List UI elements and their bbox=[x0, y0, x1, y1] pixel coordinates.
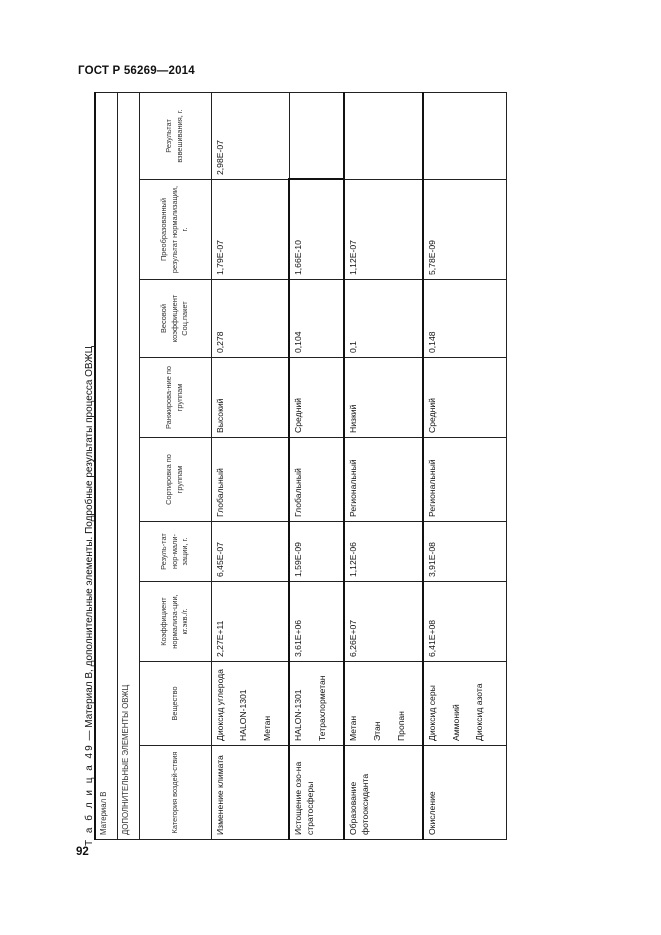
row-sort: Глобальный bbox=[289, 438, 344, 522]
col-sort: Сортировка по группам bbox=[139, 438, 211, 522]
row-weight: 0,1 bbox=[344, 280, 423, 358]
material-row bbox=[95, 92, 117, 839]
row-sort: Региональный bbox=[423, 438, 506, 522]
caption-dash: — bbox=[84, 727, 95, 744]
row-category: Истощение озо-на стратосферы bbox=[289, 746, 344, 840]
caption-text: Материал В, дополнительные элементы. Подробные результаты процесса ОВЖЦ bbox=[84, 345, 95, 728]
col-rank: Ранжирова-ние по группам bbox=[139, 358, 211, 438]
col-substance: Вещество bbox=[139, 662, 211, 746]
substance-item: Метан bbox=[348, 715, 359, 741]
row-norm-coeff: 2,27E+11 bbox=[211, 582, 289, 662]
row-transformed: 5,78E-09 bbox=[423, 180, 506, 280]
row-category: Образование фотооксиданта bbox=[344, 746, 423, 840]
substance-item: Метан bbox=[261, 715, 272, 741]
header-row bbox=[139, 92, 211, 839]
row-norm-coeff: 3,61E+06 bbox=[289, 582, 344, 662]
col-weighted: Результат взвешивания, г. bbox=[139, 92, 211, 179]
substance-item: HALON-1301 bbox=[293, 689, 304, 741]
row-norm-result: 6,45E-07 bbox=[211, 522, 289, 582]
row-transformed: 1,12E-07 bbox=[344, 180, 423, 280]
row-norm-result: 3,91E-08 bbox=[423, 522, 506, 582]
row-category: Изменение климата bbox=[211, 746, 289, 840]
row-transformed: 1,66E-10 bbox=[289, 180, 344, 280]
row-rank: Низкий bbox=[344, 358, 423, 438]
col-norm-coeff: Коэффициент нормализа-ции, кг.экв./г. bbox=[139, 582, 211, 662]
row-transformed: 1,79E-07 bbox=[211, 180, 289, 280]
row-rank: Средний bbox=[423, 358, 506, 438]
table-row bbox=[423, 92, 506, 839]
row-sort: Региональный bbox=[344, 438, 423, 522]
row-rank: Средний bbox=[289, 358, 344, 438]
row-norm-coeff: 6,41E+08 bbox=[423, 582, 506, 662]
substance-item: Пропан bbox=[395, 711, 406, 741]
col-category: Категория воздей-ствия bbox=[139, 746, 211, 840]
rotated-table-container bbox=[94, 93, 507, 840]
col-norm-result: Резуль-тат нор-мали-зации, г. bbox=[139, 522, 211, 582]
row-weight: 0,104 bbox=[289, 280, 344, 358]
row-norm-coeff: 6,26E+07 bbox=[344, 582, 423, 662]
row-weight: 0,278 bbox=[211, 280, 289, 358]
substance-item: Аммоний bbox=[450, 704, 461, 741]
table-row bbox=[211, 92, 289, 839]
substance-item: Диоксид серы bbox=[427, 685, 438, 741]
results-table bbox=[94, 92, 507, 840]
substance-item: Диоксид углерода bbox=[214, 669, 225, 741]
row-weighted bbox=[423, 92, 506, 179]
table-row bbox=[289, 92, 344, 839]
standard-header: ГОСТ Р 56269—2014 bbox=[78, 65, 195, 77]
col-weight: Весовой коэффициент Соц.пакет bbox=[139, 280, 211, 358]
row-category: Окисление bbox=[423, 746, 506, 840]
row-norm-result: 1,59E-09 bbox=[289, 522, 344, 582]
row-substances bbox=[211, 662, 289, 746]
row-substances bbox=[289, 662, 344, 746]
row-weight: 0,148 bbox=[423, 280, 506, 358]
substance-item: Тетрахлорметан bbox=[316, 675, 327, 741]
row-weighted bbox=[344, 92, 423, 179]
row-weighted bbox=[289, 92, 344, 179]
row-substances bbox=[344, 662, 423, 746]
substance-item: Этан bbox=[372, 721, 383, 741]
row-rank: Высокий bbox=[211, 358, 289, 438]
material-label: Материал В bbox=[95, 92, 117, 839]
row-substances bbox=[423, 662, 506, 746]
row-norm-result: 1,12E-06 bbox=[344, 522, 423, 582]
section-label: ДОПОЛНИТЕЛЬНЫЕ ЭЛЕМЕНТЫ ОВЖЦ bbox=[117, 92, 139, 839]
page-number: 92 bbox=[76, 846, 89, 858]
row-weighted: 2,98E-07 bbox=[211, 92, 289, 179]
row-sort: Глобальный bbox=[211, 438, 289, 522]
col-transformed: Преобразованный результат нормализации, г. bbox=[139, 180, 211, 280]
table-row bbox=[344, 92, 423, 839]
substance-item: HALON-1301 bbox=[238, 689, 249, 741]
section-row bbox=[117, 92, 139, 839]
substance-item: Диоксид азота bbox=[474, 683, 485, 741]
caption-label: Т а б л и ц а 49 bbox=[84, 743, 95, 846]
